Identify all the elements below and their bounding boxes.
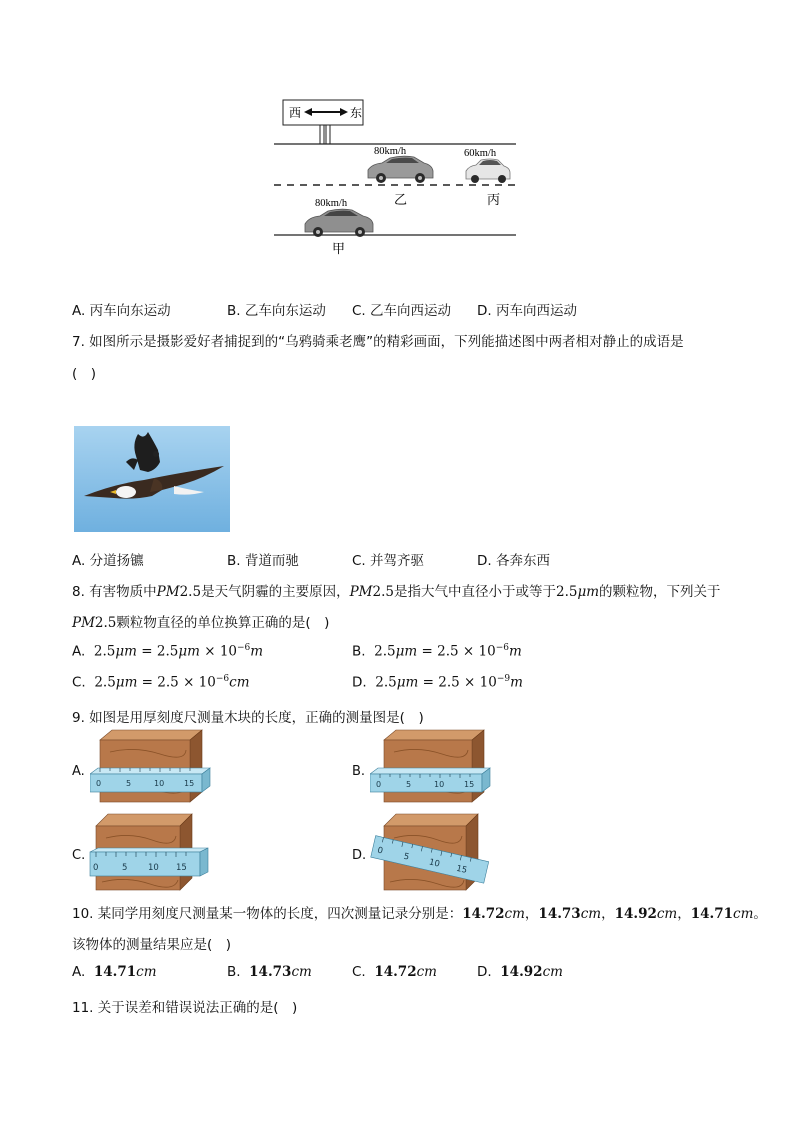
tick-label: 15 <box>176 863 187 873</box>
q7-option-c[interactable]: C. 并驾齐驱 <box>352 553 425 569</box>
tick-label: 5 <box>126 779 132 788</box>
q8-option-b[interactable]: B. $2.5\mu m = 2.5 \times 10^{-6}m$ <box>352 643 522 660</box>
q8-option-a[interactable]: A. $2.5\mu m = 2.5\mu m \times 10^{-6}m$ <box>72 643 264 660</box>
q6-option-d[interactable]: D. 丙车向西运动 <box>477 303 577 319</box>
sign-west-label: 西 <box>289 106 302 120</box>
q10-option-a[interactable]: A. 14.71cm <box>72 964 157 980</box>
tick-label: 5 <box>406 780 412 789</box>
q8-stem-line2: PM2.5颗粒物直径的单位换算正确的是( ) <box>72 615 330 631</box>
road-figure <box>268 96 528 262</box>
tick-label: 10 <box>148 863 159 873</box>
tick-label: 0 <box>93 863 99 873</box>
car-jia-speed: 80km/h <box>315 198 348 209</box>
car-yi <box>368 156 433 183</box>
tick-label: 0 <box>376 845 384 857</box>
q10-option-b[interactable]: B. 14.73cm <box>227 964 312 980</box>
q10-stem-line1: 10. 某同学用刻度尺测量某一物体的长度，四次测量记录分别是：14.72cm，14.73cm，14.92cm，14.71cm。 <box>72 906 767 922</box>
q7-option-d[interactable]: D. 各奔东西 <box>477 553 550 569</box>
tick-label: 5 <box>402 851 411 863</box>
q6-option-a[interactable]: A. 丙车向东运动 <box>72 303 171 319</box>
q9-label-d[interactable]: D. <box>352 848 367 863</box>
q9-figure-a <box>90 728 212 808</box>
q9-stem: 9. 如图是用厚刻度尺测量木块的长度，正确的测量图是( ) <box>72 710 424 726</box>
q11-stem: 11. 关于误差和错误说法正确的是( ) <box>72 1000 298 1016</box>
q9-figure-b <box>370 728 492 808</box>
sign-east-label: 东 <box>350 106 363 120</box>
q7-option-a[interactable]: A. 分道扬镳 <box>72 553 144 569</box>
q8-option-c[interactable]: C. $2.5\mu m = 2.5 \times 10^{-6}cm$ <box>72 674 250 691</box>
car-jia <box>305 209 373 237</box>
label-jia: 甲 <box>332 242 346 257</box>
car-bing-speed: 60km/h <box>464 148 497 159</box>
label-bing: 丙 <box>487 193 501 208</box>
car-bing <box>466 159 510 183</box>
q7-paren: ( ) <box>72 366 97 382</box>
tick-label: 10 <box>427 857 441 870</box>
car-yi-speed: 80km/h <box>374 146 407 157</box>
q7-option-b[interactable]: B. 背道而驰 <box>227 553 299 569</box>
q9-label-b[interactable]: B. <box>352 764 366 779</box>
label-yi: 乙 <box>394 193 408 208</box>
eagle-crow-photo <box>74 426 230 532</box>
q7-stem: 7. 如图所示是摄影爱好者捕捉到的“乌鸦骑乘老鹰”的精彩画面，下列能描述图中两者相对静止的成语是 <box>72 334 684 350</box>
tick-label: 0 <box>376 780 382 789</box>
q10-option-c[interactable]: C. 14.72cm <box>352 964 437 980</box>
tick-label: 15 <box>464 780 475 789</box>
q9-label-c[interactable]: C. <box>72 848 86 863</box>
q6-option-b[interactable]: B. 乙车向东运动 <box>227 303 326 319</box>
q6-option-c[interactable]: C. 乙车向西运动 <box>352 303 452 319</box>
q10-option-d[interactable]: D. 14.92cm <box>477 964 563 980</box>
tick-label: 0 <box>96 779 102 788</box>
q9-label-a[interactable]: A. <box>72 764 85 779</box>
q10-stem-line2: 该物体的测量结果应是( ) <box>72 937 232 953</box>
q8-stem-line1: 8. 有害物质中PM2.5是天气阴霾的主要原因，PM2.5是指大气中直径小于或等于2.5μm的颗粒物，下列关于 <box>72 584 721 600</box>
tick-label: 5 <box>122 863 128 873</box>
q9-figure-d <box>368 812 494 894</box>
q9-figure-c <box>86 812 212 894</box>
tick-label: 15 <box>455 863 469 876</box>
tick-label: 10 <box>434 780 445 789</box>
tick-label: 10 <box>154 779 165 788</box>
q8-option-d[interactable]: D. $2.5\mu m = 2.5 \times 10^{-9}m$ <box>352 674 523 691</box>
tick-label: 15 <box>184 779 195 788</box>
